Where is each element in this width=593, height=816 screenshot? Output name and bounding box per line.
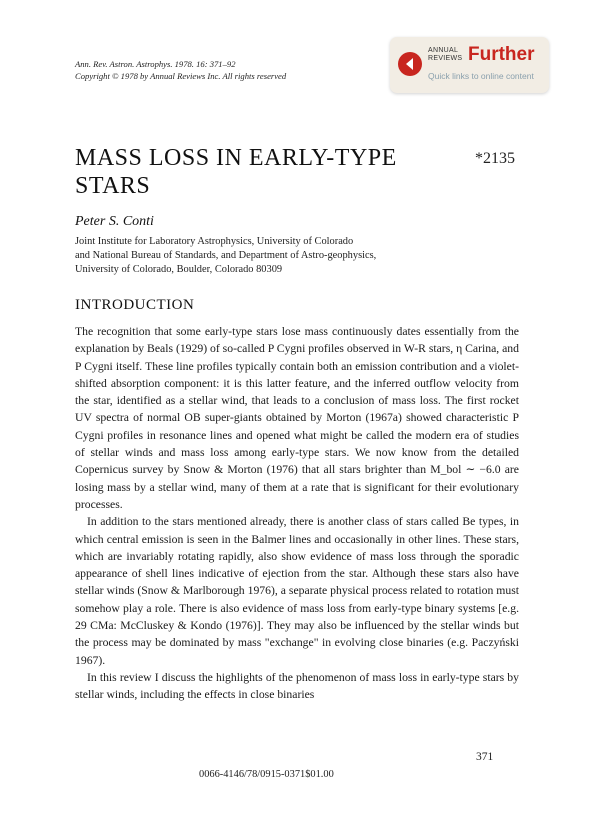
affiliation-line-1: Joint Institute for Laboratory Astrophysics, University of Colorado <box>75 236 354 247</box>
citation-header <box>75 58 286 82</box>
further-badge[interactable] <box>390 37 549 93</box>
page-number: 371 <box>476 751 494 763</box>
article-title-line-2: STARS <box>75 173 151 199</box>
section-heading: INTRODUCTION <box>75 297 195 313</box>
body-paragraph-1: The recognition that some early-type stars lose mass continuously dates essentially from the explanation by Beals (1929) of so-called P Cygni profiles observed in W-R stars, η Carina, and P Cygni itself. These line profiles typically contain both an emission contribution and a violet-shifted absorption component: it is this latter feature, and the inferred outflow velocity from the star, identified as a stellar wind, that leads to a conclusion of mass loss. The first rocket UV spectra of normal OB super-giants obtained by Morton (1967a) showed characteristic P Cygni profiles in resonance lines and opened what might be called the modern era of studies of stellar winds and mass loss among early-type stars. We now know from the detailed Copernicus survey by Snow & Morton (1976) that all stars brighter than M_bol ∼ −6.0 are losing mass by a stellar wind, many of them at a rate that is significant for their evolutionary processes. <box>75 325 519 511</box>
body-paragraph-2: In addition to the stars mentioned already, there is another class of stars called Be types, in which central emission is seen in the Balmer lines and occasionally in other lines. These stars, which are invariably rotating rapidly, also show evidence of mass loss through the sporadic appearance of shell lines indicative of ejection from the star. Although these stars also have stellar winds (Snow & Marlborough 1976), a separate physical process related to rotation must somehow play a role. There is also evidence of mass loss from early-type binary systems [e.g. 29 CMa: McCluskey & Kondo (1976)]. They may also be influenced by the stellar winds but the process may be dominated by mass "exchange" in evolving close binaries (e.g. Paczyński 1967). <box>75 515 519 667</box>
request-number: *2135 <box>475 150 515 167</box>
affiliation-line-2: and National Bureau of Standards, and Department of Astro-geophysics, <box>75 250 377 261</box>
further-badge-annual: ANNUAL <box>428 47 459 54</box>
affiliation-line-3: University of Colorado, Boulder, Colorado 80309 <box>75 264 283 275</box>
article-title <box>75 144 397 200</box>
further-badge-publisher <box>428 47 462 62</box>
further-badge-subtitle: Quick links to online content <box>428 71 534 81</box>
further-badge-reviews: REVIEWS <box>428 54 463 62</box>
further-badge-word: Further <box>468 44 535 65</box>
body-paragraph-3: In this review I discuss the highlights of the phenomenon of mass loss in early-type stars by stellar winds, including the effects in close binaries <box>75 670 519 702</box>
author-affiliation <box>75 235 376 277</box>
body-text <box>75 323 519 704</box>
article-title-line-1: MASS LOSS IN EARLY-TYPE <box>75 145 397 171</box>
citation-line-2: Copyright © 1978 by Annual Reviews Inc. All rights reserved <box>75 71 287 81</box>
author-name: Peter S. Conti <box>75 214 154 229</box>
annual-reviews-logo-icon <box>398 52 422 76</box>
citation-line-1: Ann. Rev. Astron. Astrophys. 1978. 16: 371–92 <box>75 59 236 69</box>
article-code: 0066-4146/78/0915-0371$01.00 <box>199 769 334 780</box>
